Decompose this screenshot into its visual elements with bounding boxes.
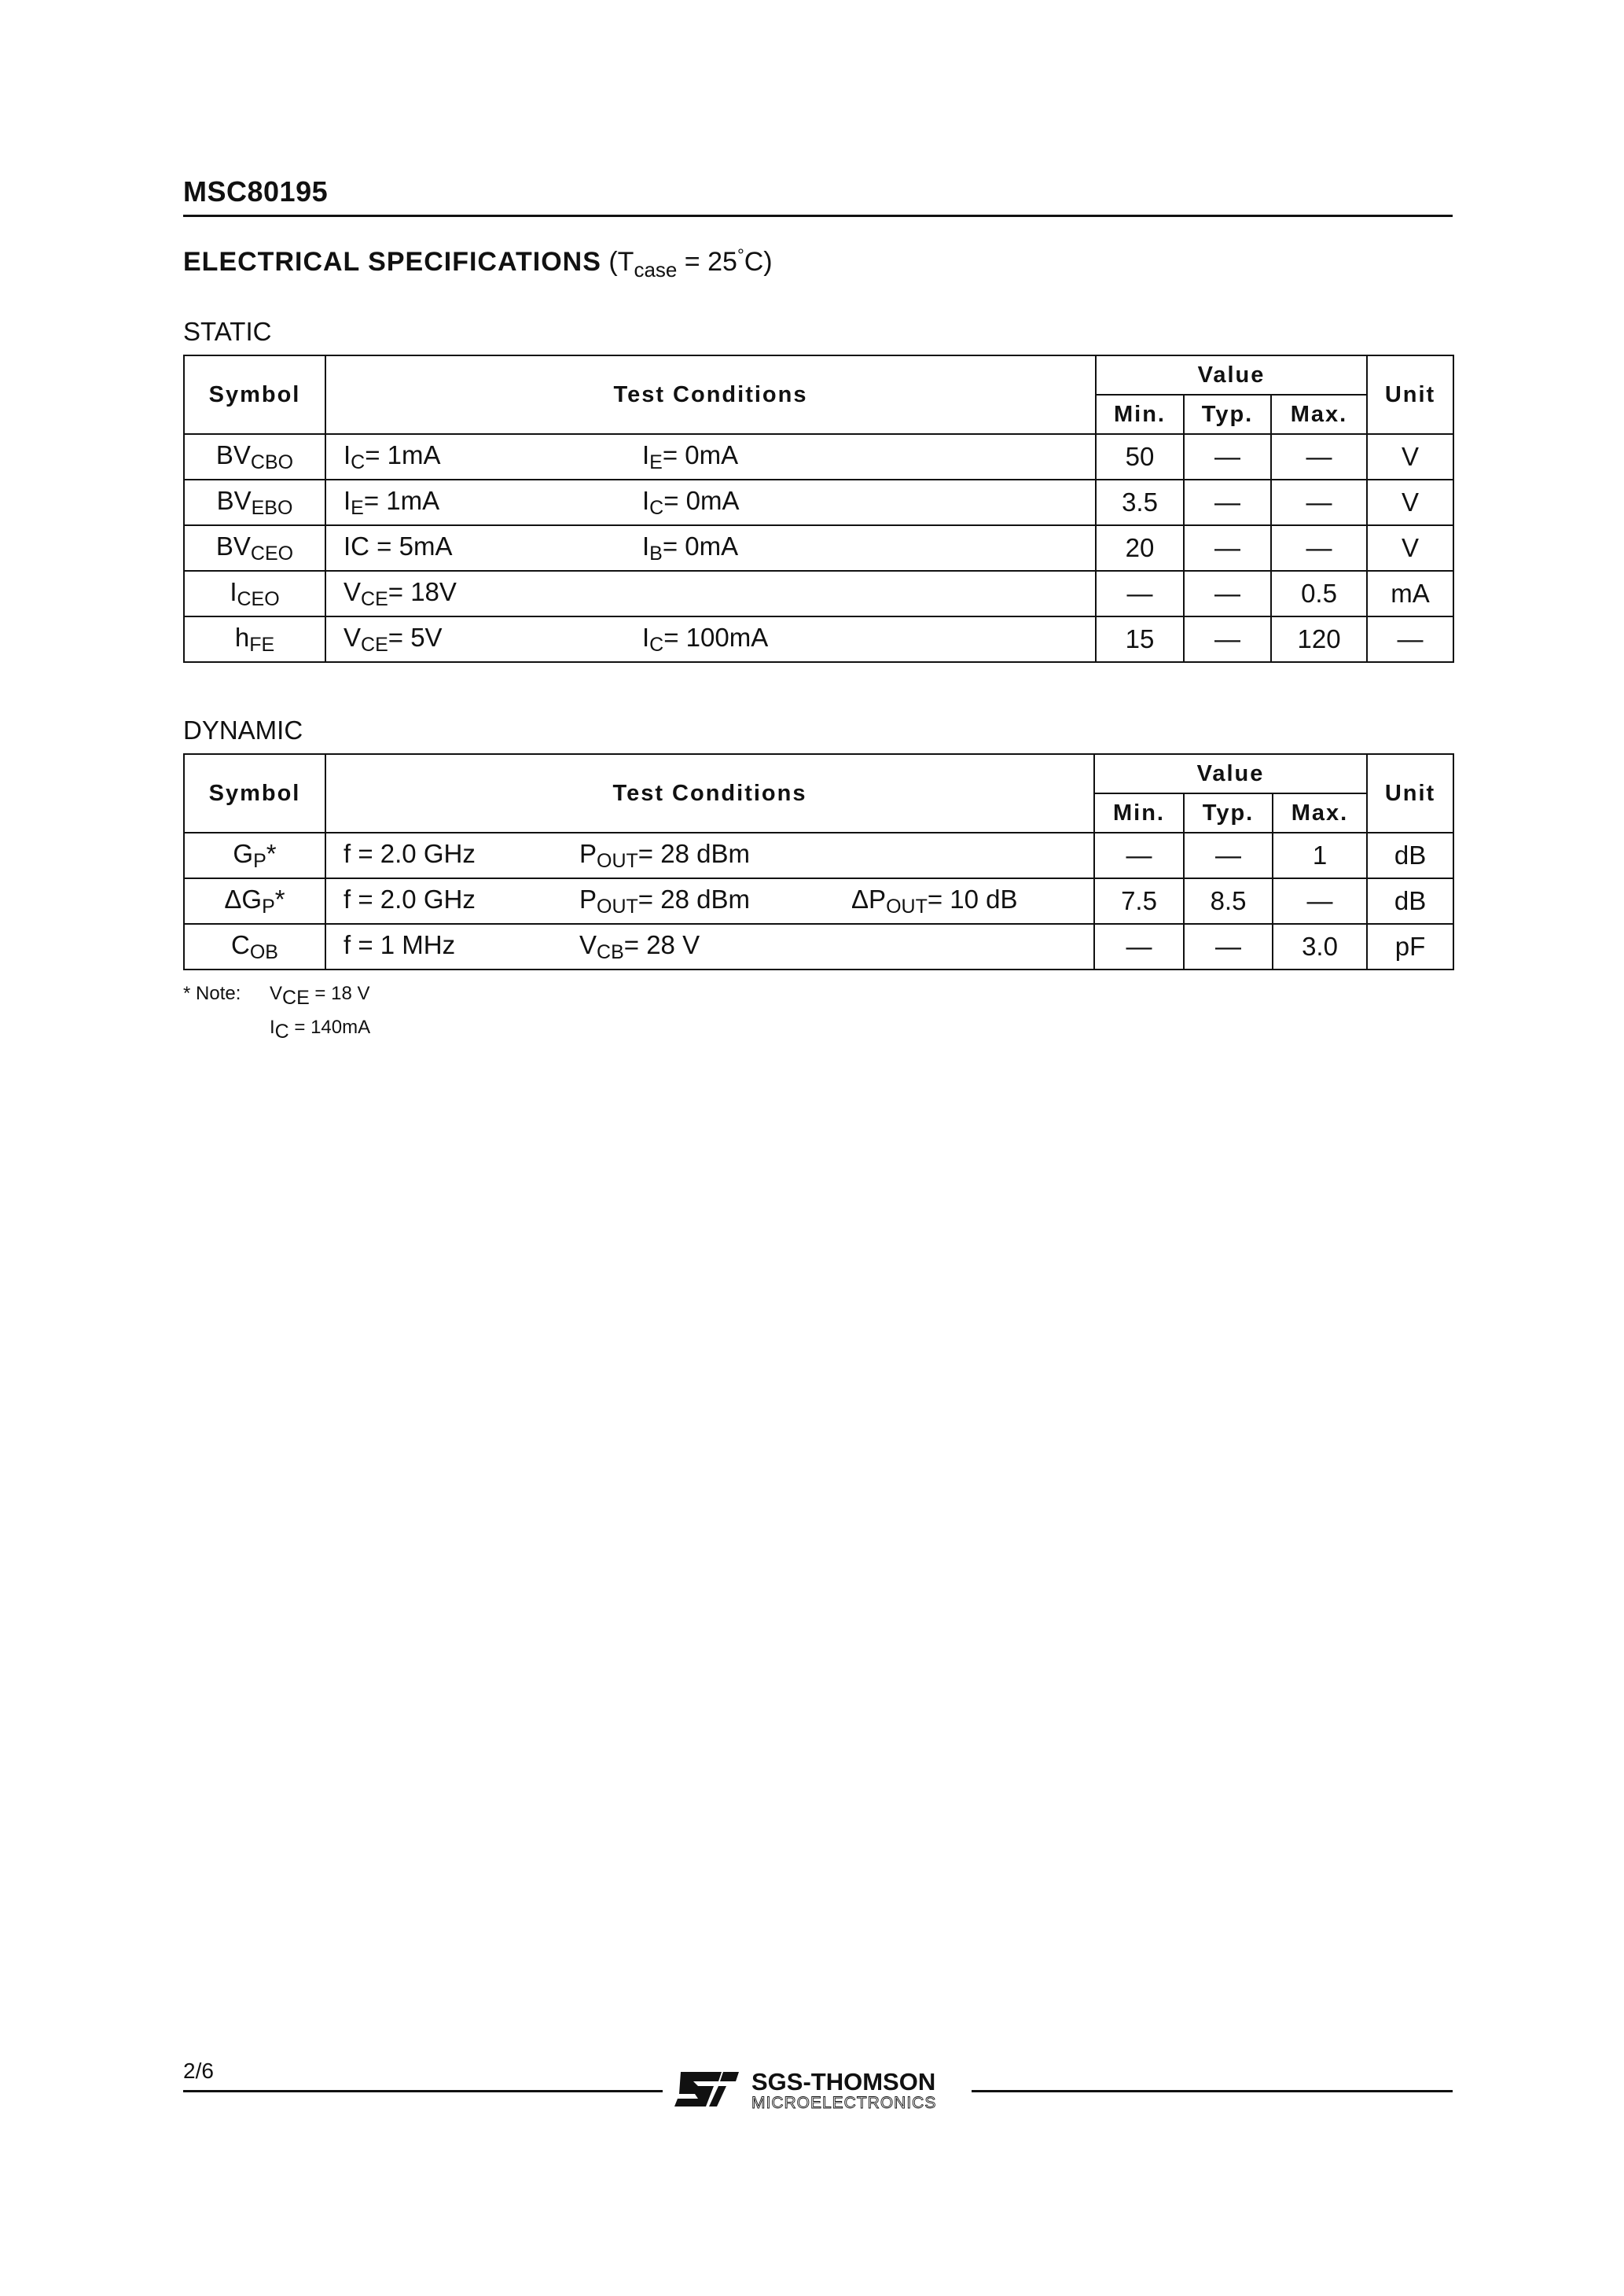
condition-1: IC = 5mA xyxy=(344,531,453,561)
max-cell: — xyxy=(1273,878,1367,924)
dynamic-row xyxy=(184,878,1453,924)
symbol: $G_P*$ xyxy=(233,838,277,872)
symbol: $I_{CEO}$ xyxy=(230,576,280,610)
typ-cell: — xyxy=(1184,434,1271,480)
typ-cell: — xyxy=(1184,616,1271,662)
condition-2: POUT= 28 dBm xyxy=(579,838,750,872)
document-title: MSC80195 xyxy=(183,175,329,208)
symbol: $BV_{CEO}$ xyxy=(215,531,294,565)
dynamic-table xyxy=(183,753,1454,970)
condition-1: f = 2.0 GHz xyxy=(344,838,476,868)
static-row xyxy=(184,480,1453,525)
unit-cell: dB xyxy=(1367,833,1453,878)
symbol-cell xyxy=(184,924,325,970)
static-table xyxy=(183,355,1454,663)
unit-cell: — xyxy=(1367,616,1453,662)
max-cell: 1 xyxy=(1273,833,1367,878)
min-cell: 20 xyxy=(1096,525,1184,571)
typ-cell: — xyxy=(1184,571,1271,616)
dynamic-row xyxy=(184,833,1453,878)
typ-cell: — xyxy=(1184,924,1273,970)
dynamic-col-value: Value xyxy=(1094,754,1367,793)
dynamic-col-symbol: Symbol xyxy=(184,754,325,833)
static-row xyxy=(184,616,1453,662)
symbol: $h_{FE}$ xyxy=(234,622,275,656)
dynamic-row xyxy=(184,924,1453,970)
symbol-cell xyxy=(184,571,325,616)
condition-2: POUT= 28 dBm xyxy=(579,884,750,918)
symbol: $BV_{EBO}$ xyxy=(216,485,293,519)
condition-2: IB= 0mA xyxy=(642,531,739,565)
logo-name: SGS-THOMSON xyxy=(751,2068,936,2095)
conditions-cell xyxy=(325,924,1094,970)
static-col-min: Min. xyxy=(1096,395,1184,434)
dynamic-label: DYNAMIC xyxy=(183,716,303,745)
note-line-2: IC = 140mA xyxy=(270,1017,371,1043)
condition-2: IC= 0mA xyxy=(642,485,740,519)
symbol: $C_{OB}$ xyxy=(231,929,278,963)
note-prefix: * Note: xyxy=(183,983,241,1004)
max-cell: 120 xyxy=(1271,616,1367,662)
symbol: $BV_{CBO}$ xyxy=(215,440,294,473)
static-col-max: Max. xyxy=(1271,395,1367,434)
min-cell: — xyxy=(1094,924,1184,970)
static-col-symbol: Symbol xyxy=(184,355,325,434)
heading-paren: (T xyxy=(608,247,634,277)
dynamic-col-test-conditions: Test Conditions xyxy=(325,754,1094,833)
condition-2: IE= 0mA xyxy=(642,440,739,473)
heading-sub: case xyxy=(634,258,678,281)
static-col-test-conditions: Test Conditions xyxy=(325,355,1096,434)
conditions-cell xyxy=(325,833,1094,878)
min-cell: 50 xyxy=(1096,434,1184,480)
static-label: STATIC xyxy=(183,317,272,346)
symbol: $\Delta G_P*$ xyxy=(224,884,285,918)
symbol-cell xyxy=(184,525,325,571)
static-row xyxy=(184,571,1453,616)
header-rule xyxy=(183,215,1453,217)
condition-1: f = 1 MHz xyxy=(344,929,456,959)
page-number: 2/6 xyxy=(183,2059,214,2083)
static-row xyxy=(184,434,1453,480)
conditions-cell xyxy=(325,434,1096,480)
min-cell: — xyxy=(1096,571,1184,616)
condition-1: VCE= 5V xyxy=(344,622,443,656)
symbol-cell xyxy=(184,833,325,878)
conditions-cell xyxy=(325,525,1096,571)
heading-eq: = 25 xyxy=(677,247,737,277)
static-row xyxy=(184,525,1453,571)
max-cell: — xyxy=(1271,434,1367,480)
typ-cell: — xyxy=(1184,525,1271,571)
unit-cell: dB xyxy=(1367,878,1453,924)
conditions-cell xyxy=(325,878,1094,924)
max-cell: 0.5 xyxy=(1271,571,1367,616)
heading-text: ELECTRICAL SPECIFICATIONS xyxy=(183,247,601,277)
static-col-typ: Typ. xyxy=(1184,395,1271,434)
section-heading xyxy=(183,245,773,282)
typ-cell: 8.5 xyxy=(1184,878,1273,924)
symbol-cell xyxy=(184,878,325,924)
unit-cell: V xyxy=(1367,480,1453,525)
min-cell: — xyxy=(1094,833,1184,878)
dynamic-col-min: Min. xyxy=(1094,793,1184,833)
symbol-cell xyxy=(184,616,325,662)
typ-cell: — xyxy=(1184,833,1273,878)
typ-cell: — xyxy=(1184,480,1271,525)
unit-cell: V xyxy=(1367,525,1453,571)
footer-rule-right xyxy=(972,2090,1453,2092)
condition-1: f = 2.0 GHz xyxy=(344,884,476,914)
dynamic-col-unit: Unit xyxy=(1367,754,1453,833)
condition-2: IC= 100mA xyxy=(642,622,769,656)
sgs-thomson-logo xyxy=(674,2064,957,2113)
unit-cell: V xyxy=(1367,434,1453,480)
condition-3: ΔPOUT= 10 dB xyxy=(851,884,1018,918)
condition-1: IC= 1mA xyxy=(344,440,441,473)
conditions-cell xyxy=(325,571,1096,616)
dynamic-col-typ: Typ. xyxy=(1184,793,1273,833)
heading-end: C) xyxy=(744,247,773,277)
min-cell: 7.5 xyxy=(1094,878,1184,924)
heading-deg: ° xyxy=(737,245,744,265)
logo-subtitle: MICROELECTRONICS xyxy=(751,2094,937,2112)
condition-1: IE= 1mA xyxy=(344,485,440,519)
st-logo-mark-icon xyxy=(674,2072,739,2107)
static-col-unit: Unit xyxy=(1367,355,1453,434)
symbol-cell xyxy=(184,434,325,480)
unit-cell: mA xyxy=(1367,571,1453,616)
static-col-value: Value xyxy=(1096,355,1367,395)
min-cell: 3.5 xyxy=(1096,480,1184,525)
conditions-cell xyxy=(325,480,1096,525)
condition-1: VCE= 18V xyxy=(344,576,457,610)
max-cell: 3.0 xyxy=(1273,924,1367,970)
conditions-cell xyxy=(325,616,1096,662)
condition-2: VCB= 28 V xyxy=(579,929,700,963)
footer-rule-left xyxy=(183,2090,663,2092)
max-cell: — xyxy=(1271,525,1367,571)
unit-cell: pF xyxy=(1367,924,1453,970)
min-cell: 15 xyxy=(1096,616,1184,662)
max-cell: — xyxy=(1271,480,1367,525)
note-line-1: VCE = 18 V xyxy=(270,983,370,1009)
symbol-cell xyxy=(184,480,325,525)
dynamic-col-max: Max. xyxy=(1273,793,1367,833)
